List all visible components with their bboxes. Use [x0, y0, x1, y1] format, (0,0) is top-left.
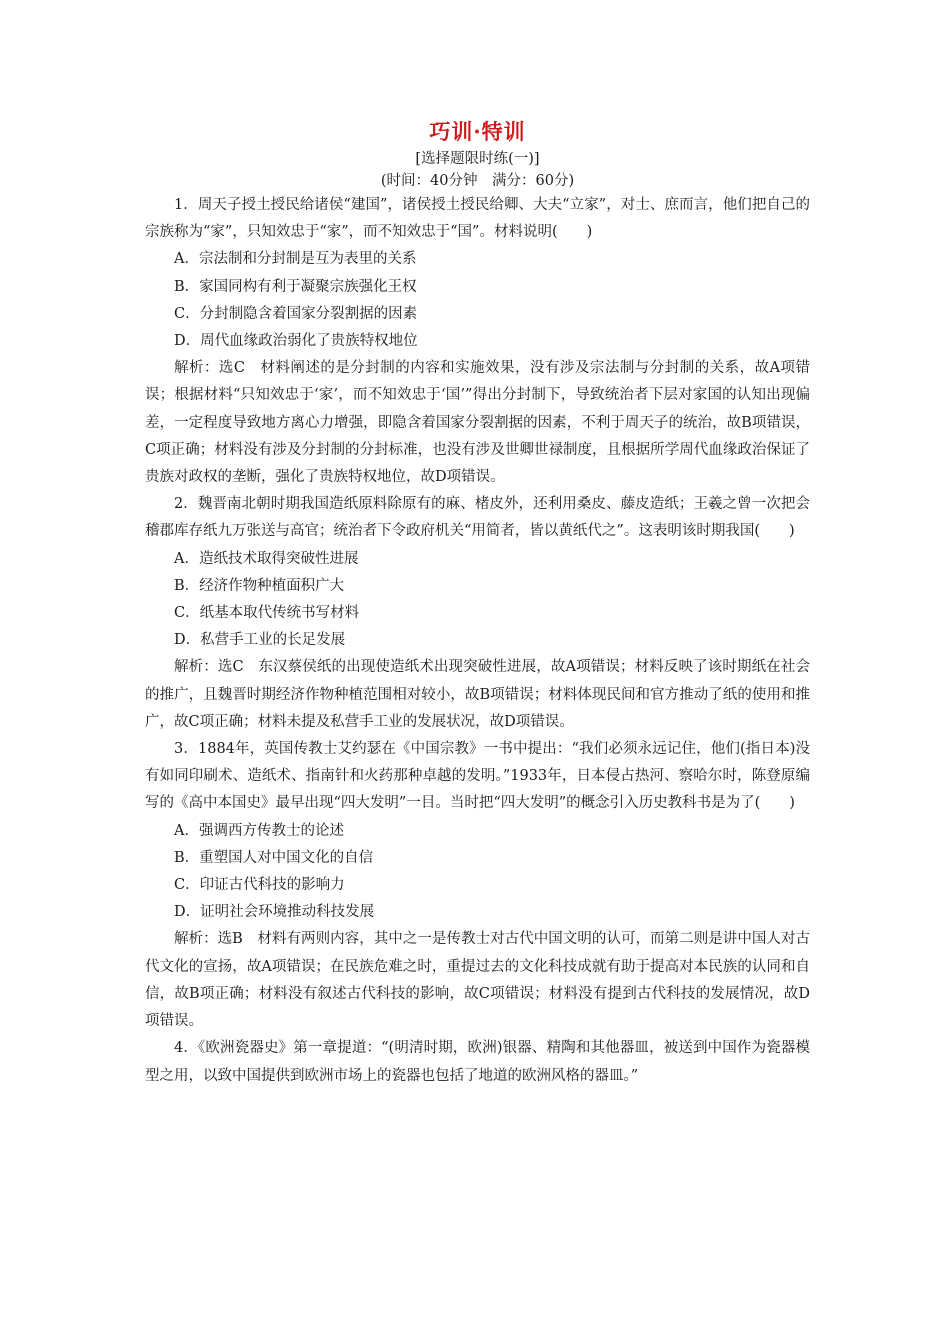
question-1-option-a: A．宗法制和分封制是互为表里的关系	[174, 251, 417, 268]
question-1-option-c: C．分封制隐含着国家分裂割据的因素	[174, 305, 418, 322]
page-title: 巧训·特训	[429, 119, 526, 144]
document-body	[145, 118, 810, 1090]
time-score-info: (时间：40分钟 满分：60分)	[380, 173, 575, 189]
question-3-explanation: 解析：选B 材料有两则内容，其中之一是传教士对古代中国文明的认可，而第二则是讲中国人对古代文化的宣扬，故A项错误；在民族危难之时，重提过去的文化科技成就有助于提高对本民族的认同和自信，故B项正确；材料没有叙述古代科技的影响，故C项错误；材料没有提到古代科技的发展情况，故D项错误。	[145, 931, 810, 1030]
question-3-option-c: C．印证古代科技的影响力	[174, 877, 345, 894]
exercise-subtitle: [选择题限时练(一)]	[415, 151, 540, 167]
question-2-option-a: A．造纸技术取得突破性进展	[174, 550, 359, 567]
question-3-option-a: A．强调西方传教士的论述	[174, 822, 344, 839]
question-2-option-c: C．纸基本取代传统书写材料	[174, 605, 360, 622]
question-1-option-d: D．周代血缘政治弱化了贵族特权地位	[174, 333, 418, 350]
question-4-stem: 4．《欧洲瓷器史》第一章提道：“(明清时期，欧洲)银器、精陶和其他器皿，被送到中国作为瓷器模型之用，以致中国提供到欧洲市场上的瓷器也包括了地道的欧洲风格的器皿。”	[145, 1040, 810, 1084]
question-1-explanation: 解析：选C 材料阐述的是分封制的内容和实施效果，没有涉及宗法制与分封制的关系，故A项错误；根据材料“只知效忠于‘家’，而不知效忠于‘国’”得出分封制下，导致统治者下层对家国的认知出现偏差，一定程度导致地方离心力增强，即隐含着国家分裂割据的因素，不利于周天子的统治，故B项错误，C项正确；材料没有涉及分封制的分封标准，也没有涉及世卿世禄制度，且根据所学周代血缘政治保证了贵族对政权的垄断，强化了贵族特权地位，故D项错误。	[145, 360, 810, 486]
question-1-option-b: B．家国同构有利于凝聚宗族强化王权	[174, 278, 417, 295]
question-2-option-b: B．经济作物种植面积广大	[174, 577, 345, 594]
question-3-option-d: D．证明社会环境推动科技发展	[174, 904, 375, 921]
question-2-stem: 2．魏晋南北朝时期我国造纸原料除原有的麻、楮皮外，还利用桑皮、藤皮造纸；王羲之曾一次把会稽郡库存纸九万张送与高官；统治者下令政府机关“用简者，皆以黄纸代之”。这表明该时期我国( )	[145, 496, 810, 540]
question-2-option-d: D．私营手工业的长足发展	[174, 632, 346, 649]
question-2-explanation: 解析：选C 东汉蔡侯纸的出现使造纸术出现突破性进展，故A项错误；材料反映了该时期纸在社会的推广，且魏晋时期经济作物种植范围相对较小，故B项错误；材料体现民间和官方推动了纸的使用和推广，故C项正确；材料未提及私营手工业的发展状况，故D项错误。	[145, 659, 810, 730]
question-3-option-b: B．重塑国人对中国文化的自信	[174, 849, 374, 866]
question-3-stem: 3．1884年，英国传教士艾约瑟在《中国宗教》一书中提出：“我们必须永远记住，他们(指日本)没有如同印刷术、造纸术、指南针和火药那种卓越的发明。”1933年，日本侵占热河、察哈尔时，陈登原编写的《高中本国史》最早出现“四大发明”一目。当时把“四大发明”的概念引入历史教科书是为了( )	[145, 741, 810, 812]
question-1-stem: 1．周天子授土授民给诸侯“建国”，诸侯授土授民给卿、大夫“立家”，对士、庶而言，他们把自己的宗族称为“家”，只知效忠于“家”，而不知效忠于“国”。材料说明( )	[145, 197, 810, 241]
